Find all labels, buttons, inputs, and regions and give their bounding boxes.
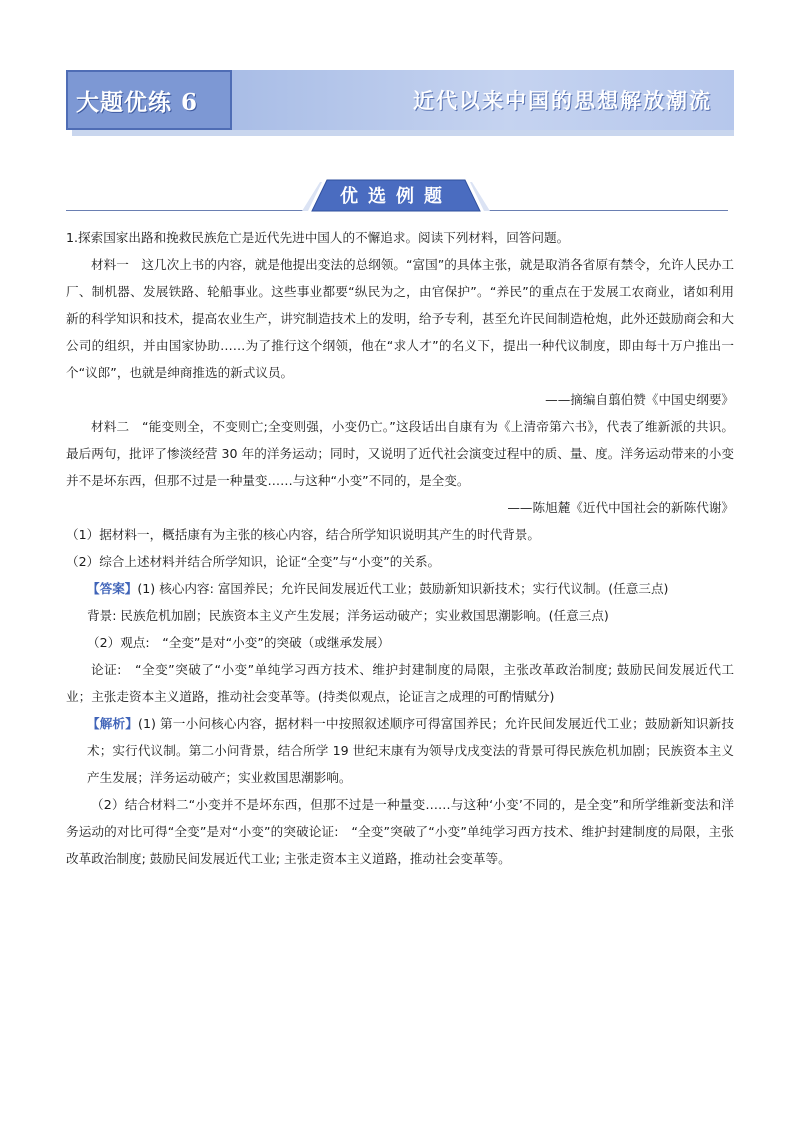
exercise-title: 大题优练 6	[76, 89, 199, 116]
answer-background: 背景: 民族危机加剧；民族资本主义产生发展；洋务运动破产；实业救国思潮影响。(任意三点)	[87, 608, 609, 623]
question-stem: 1.探索国家出路和挽救民族危亡是近代先进中国人的不懈追求。阅读下列材料，回答问题。	[66, 230, 570, 245]
topic-title: 近代以来中国的思想解放潮流	[413, 88, 712, 113]
title-banner	[66, 70, 734, 136]
banner-left-panel	[66, 70, 232, 130]
material-two-source: ——陈旭麓《近代中国社会的新陈代谢》	[507, 500, 734, 515]
analysis-label: 【解析】	[87, 716, 139, 731]
question-content	[66, 224, 734, 872]
sub-question-1: （1）据材料一，概括康有为主张的核心内容，结合所学知识说明其产生的时代背景。	[66, 527, 540, 542]
material-two: 材料二 “能变则全，不变则亡;全变则强，小变仍亡。”这段话出自康有为《上清帝第六书》，代表了维新派的共识。最后两句，批评了惨淡经营 30 年的洋务运动；同时，又说明了近代社会演变过程中的质、量、度。洋务运动带来的小变并不是坏东西，但那不过是一种量变……与这种“小变”不同的，是全变。	[66, 419, 734, 488]
sub-question-2: （2）综合上述材料并结合所学知识，论证“全变”与“小变”的关系。	[66, 554, 441, 569]
answer-part-2-argument: 论证: “全变”突破了“小变”单纯学习西方技术、维护封建制度的局限，主张改革政治制度; 鼓励民间发展近代工业；主张走资本主义道路，推动社会变革等。(持类似观点，论证言之成理的可酌情赋分)	[66, 662, 734, 704]
section-tab-label: 优选例题	[340, 186, 452, 207]
analysis-1-text: (1) 第一小问核心内容，据材料一中按照叙述顺序可得富国养民；允许民间发展近代工业；鼓励新知识新技术；实行代议制。第二小问背景，结合所学 19 世纪末康有为领导戊戌变法的背景可得民族危机加剧；民族资本主义产生发展；洋务运动破产；实业救国思潮影响。	[87, 716, 735, 785]
answer-1-text: (1) 核心内容: 富国养民；允许民间发展近代工业；鼓励新知识新技术；实行代议制。(任意三点)	[137, 581, 669, 596]
section-tab	[298, 176, 494, 212]
answer-part-2-view: （2）观点: “全变”是对“小变”的突破（或继承发展）	[87, 635, 390, 650]
answer-part-1	[66, 575, 734, 602]
analysis-part-1	[66, 710, 734, 791]
material-one-source: ——摘编自翦伯赞《中国史纲要》	[545, 392, 734, 407]
banner-right-panel	[232, 70, 734, 130]
answer-label: 【答案】	[87, 581, 138, 596]
analysis-part-2: （2）结合材料二“小变并不是坏东西，但那不过是一种量变……与这种‘小变’不同的，是全变”和所学维新变法和洋务运动的对比可得“全变”是对“小变”的突破论证: “全变”突破了“小变”单纯学习西方技术、维护封建制度的局限，主张改革政治制度; 鼓励民间发展近代工业; 主张走资本主义道路，推动社会变革等。	[66, 797, 734, 866]
material-one: 材料一 这几次上书的内容，就是他提出变法的总纲领。“富国”的具体主张，就是取消各省原有禁令，允许人民办工厂、制机器、发展铁路、轮船事业。这些事业都要“纵民为之，由官保护”。“养民”的重点在于发展工农商业，诸如利用新的科学知识和技术，提高农业生产，讲究制造技术上的发明，给予专利，甚至允许民间制造枪炮，此外还鼓励商会和大公司的组织，并由国家协助……为了推行这个纲领，他在“求人才”的名义下，提出一种代议制度，即由每十万户推出一个“议郎”，也就是绅商推选的新式议员。	[66, 257, 734, 380]
